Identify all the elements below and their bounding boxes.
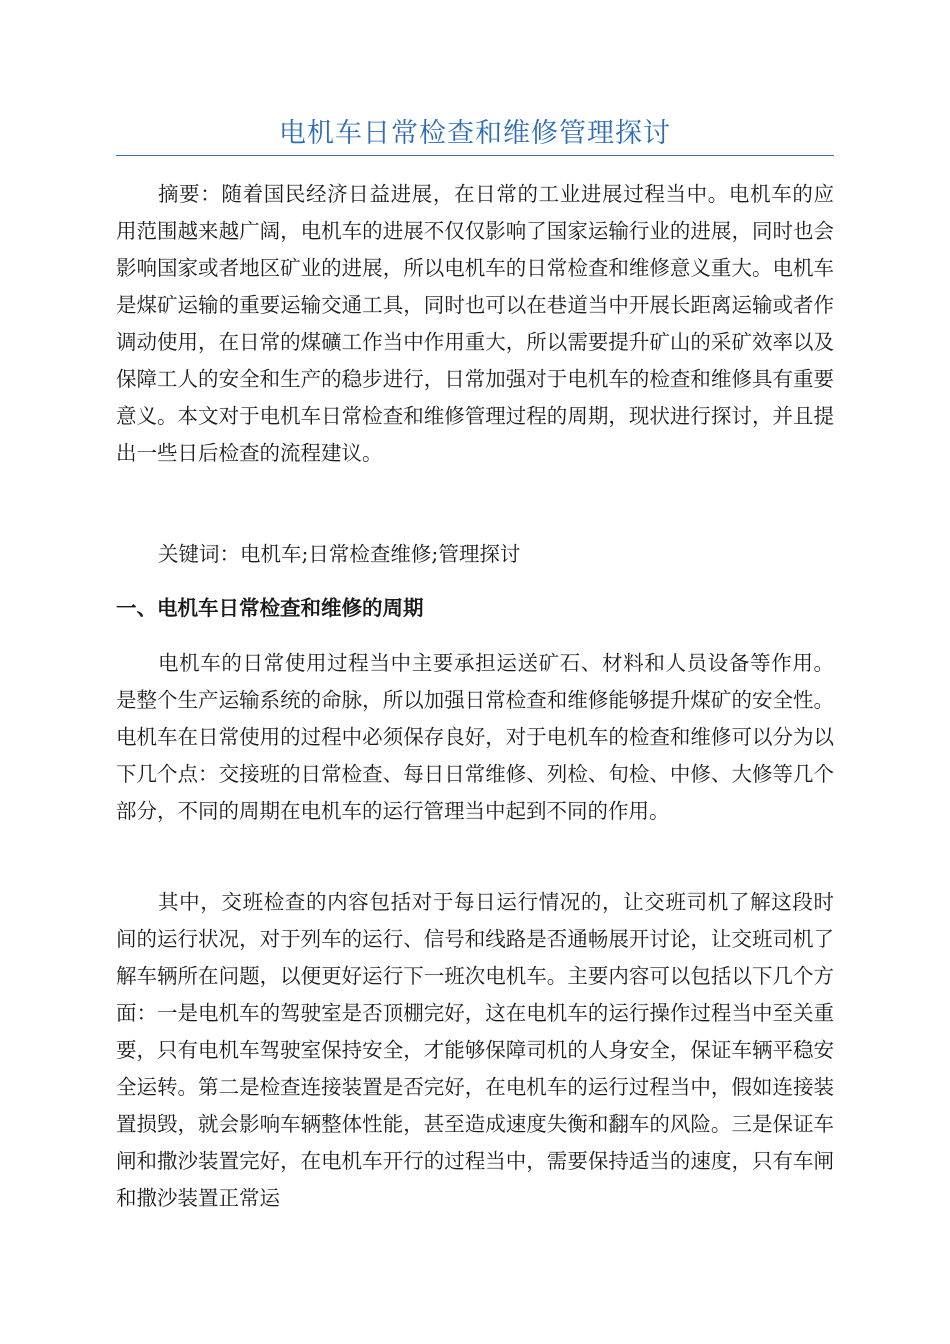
section-heading: 一、电机车日常检查和维修的周期	[116, 596, 424, 620]
keywords-paragraph: 关键词：电机车;日常检查维修;管理探讨	[158, 542, 521, 566]
document-title: 电机车日常检查和维修管理探讨	[279, 118, 671, 149]
abstract-paragraph: 摘要：随着国民经济日益进展，在日常的工业进展过程当中。电机车的应用范围越来越广阔，电机车的进展不仅仅影响了国家运输行业的进展，同时也会影响国家或者地区矿业的进展，所以电机车的日常检查和维修意义重大。电机车是煤矿运输的重要运输交通工具，同时也可以在巷道当中开展长距离运输或者作调动使用，在日常的煤礦工作当中作用重大，所以需要提升矿山的采矿效率以及保障工人的安全和生产的稳步进行，日常加强对于电机车的检查和维修具有重要意义。本文对于电机车日常检查和维修管理过程的周期，现状进行探讨，并且提出一些日后检查的流程建议。	[116, 182, 834, 465]
body-paragraph: 其中，交班检查的内容包括对于每日运行情况的，让交班司机了解这段时间的运行状况，对于列车的运行、信号和线路是否通畅展开讨论，让交班司机了解车辆所在问题，以便更好运行下一班次电机车。主要内容可以包括以下几个方面：一是电机车的驾驶室是否顶棚完好，这在电机车的运行操作过程当中至关重要，只有电机车驾驶室保持安全，才能够保障司机的人身安全，保证车辆平稳安全运转。第二是检查连接装置是否完好，在电机车的运行过程当中，假如连接装置损毁，就会影响车辆整体性能，甚至造成速度失衡和翻车的风险。三是保证车闸和撒沙装置完好，在电机车开行的过程当中，需要保持适当的速度，只有车闸和撒沙装置正常运	[116, 890, 834, 1210]
title-underline	[116, 155, 834, 156]
body-paragraph: 电机车的日常使用过程当中主要承担运送矿石、材料和人员设备等作用。是整个生产运输系统的命脉，所以加强日常检查和维修能够提升煤矿的安全性。电机车在日常使用的过程中必须保存良好，对于电机车的检查和维修可以分为以下几个点：交接班的日常检查、每日日常维修、列检、旬检、中修、大修等几个部分，不同的周期在电机车的运行管理当中起到不同的作用。	[116, 651, 834, 823]
